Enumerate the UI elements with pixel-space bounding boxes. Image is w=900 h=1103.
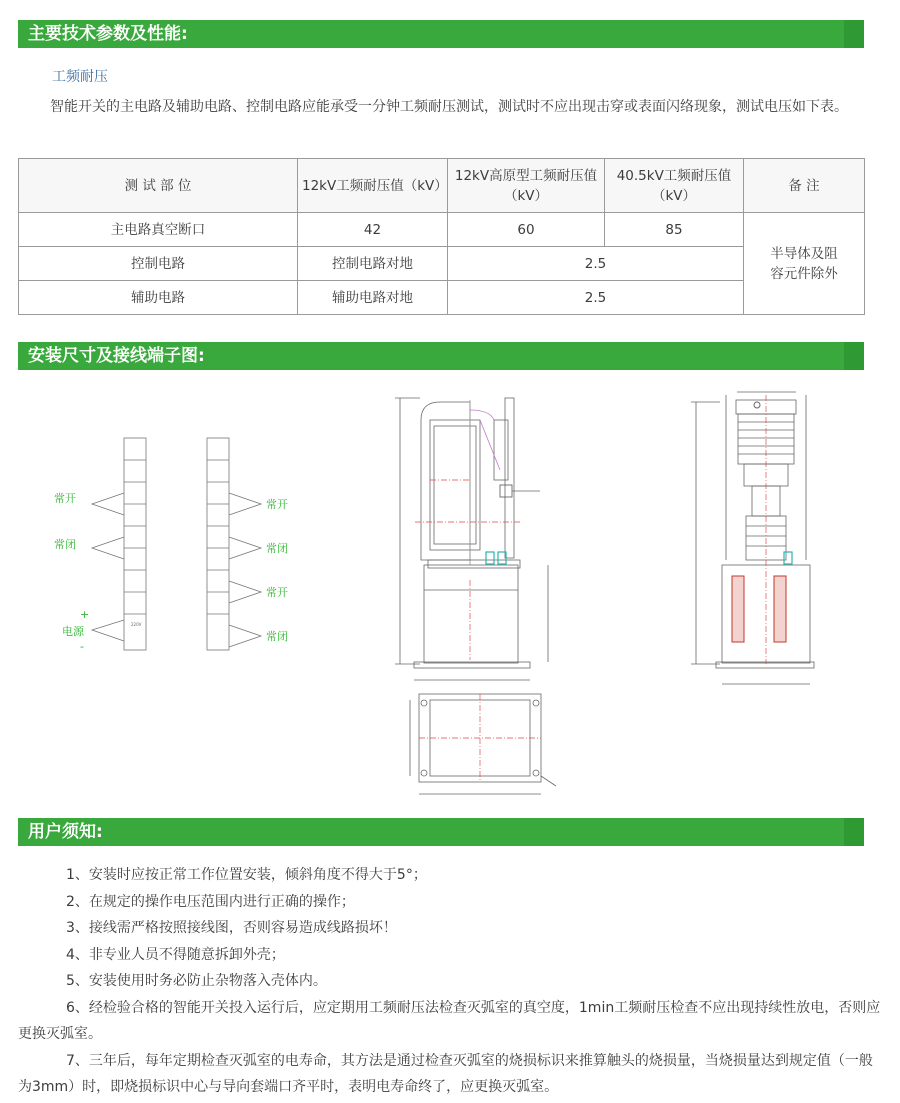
base-plan-centerlines [419, 694, 541, 782]
side-view-drawing [691, 392, 814, 684]
cell-sub: 辅助电路对地 [298, 281, 448, 315]
section-title: 用户须知: [28, 822, 103, 842]
label-power: 电源 [62, 625, 84, 638]
list-item: 1、安装时应按正常工作位置安装，倾斜角度不得大于5°； [66, 867, 427, 883]
label-normally-open: 常开 [266, 586, 288, 599]
list-item: 3、接线需严格按照接线图，否则容易造成线路损坏！ [66, 920, 397, 936]
subtitle-withstand: 工频耐压 [52, 69, 108, 85]
list-item: 6、经检验合格的智能开关投入运行后，应定期用工频耐压法检查灭弧室的真空度，1min工频耐压检查不应出现持续性放电，否则应更换灭弧室。 [18, 999, 881, 1042]
label-plus: + [80, 608, 90, 621]
label-normally-open: 常开 [266, 498, 288, 511]
cell-value: 60 [448, 213, 605, 247]
list-item: 2、在规定的操作电压范围内进行正确的操作； [66, 893, 355, 910]
label-supply: 220V [131, 622, 142, 627]
label-normally-closed: 常闭 [266, 630, 288, 643]
side-view-coils [732, 576, 786, 642]
th-40kv: 40.5kV工频耐压值（kV） [605, 159, 744, 213]
cell-remark: 半导体及阻容元件除外 [744, 213, 865, 315]
cell-part: 辅助电路 [19, 281, 298, 315]
label-normally-open: 常开 [54, 492, 76, 505]
front-view-accents [486, 552, 506, 564]
cell-sub: 控制电路对地 [298, 247, 448, 281]
withstand-text: 智能开关的主电路及辅助电路、控制电路应能承受一分钟工频耐压测试，测试时不应出现击穿或表面闪络现象，测试电压如下表。 [50, 99, 848, 115]
label-normally-closed: 常闭 [266, 542, 288, 555]
cell-part: 主电路真空断口 [19, 213, 298, 247]
list-item: 4、非专业人员不得随意拆卸外壳； [66, 946, 285, 963]
front-view-drawing [395, 398, 548, 680]
notice-list [18, 862, 884, 1101]
label-minus: - [80, 640, 84, 653]
cell-value: 2.5 [448, 247, 744, 281]
section-title: 主要技术参数及性能: [28, 24, 188, 44]
side-view-accents [784, 552, 792, 564]
th-12kv-highland: 12kV高原型工频耐压值（kV） [448, 159, 605, 213]
th-12kv: 12kV工频耐压值（kV） [298, 159, 448, 213]
section-header-notice [18, 818, 864, 846]
cell-value: 85 [605, 213, 744, 247]
cell-part: 控制电路 [19, 247, 298, 281]
cell-value: 42 [298, 213, 448, 247]
list-item: 5、安装使用时务必防止杂物落入壳体内。 [66, 973, 327, 989]
section-title: 安装尺寸及接线端子图: [28, 346, 205, 366]
label-normally-closed: 常闭 [54, 538, 76, 551]
front-view-centerlines [415, 480, 520, 660]
th-remark: 备 注 [744, 159, 865, 213]
th-part: 测 试 部 位 [19, 159, 298, 213]
terminal-strip-left [124, 438, 146, 650]
cell-value: 2.5 [448, 281, 744, 315]
mounting-hole-icon [754, 402, 760, 408]
list-item: 7、三年后，每年定期检查灭弧室的电寿命，其方法是通过检查灭弧室的烧损标识来推算触头的烧损量，当烧损量达到规定值（一般为3mm）时，即烧损标识中心与导向套端口齐平时，表明电寿命终了，应更换灭弧室。 [18, 1052, 873, 1095]
base-plan-drawing [410, 694, 556, 794]
terminal-strip-right [207, 438, 229, 650]
header-edge [844, 818, 864, 846]
contact-lines [92, 493, 261, 647]
